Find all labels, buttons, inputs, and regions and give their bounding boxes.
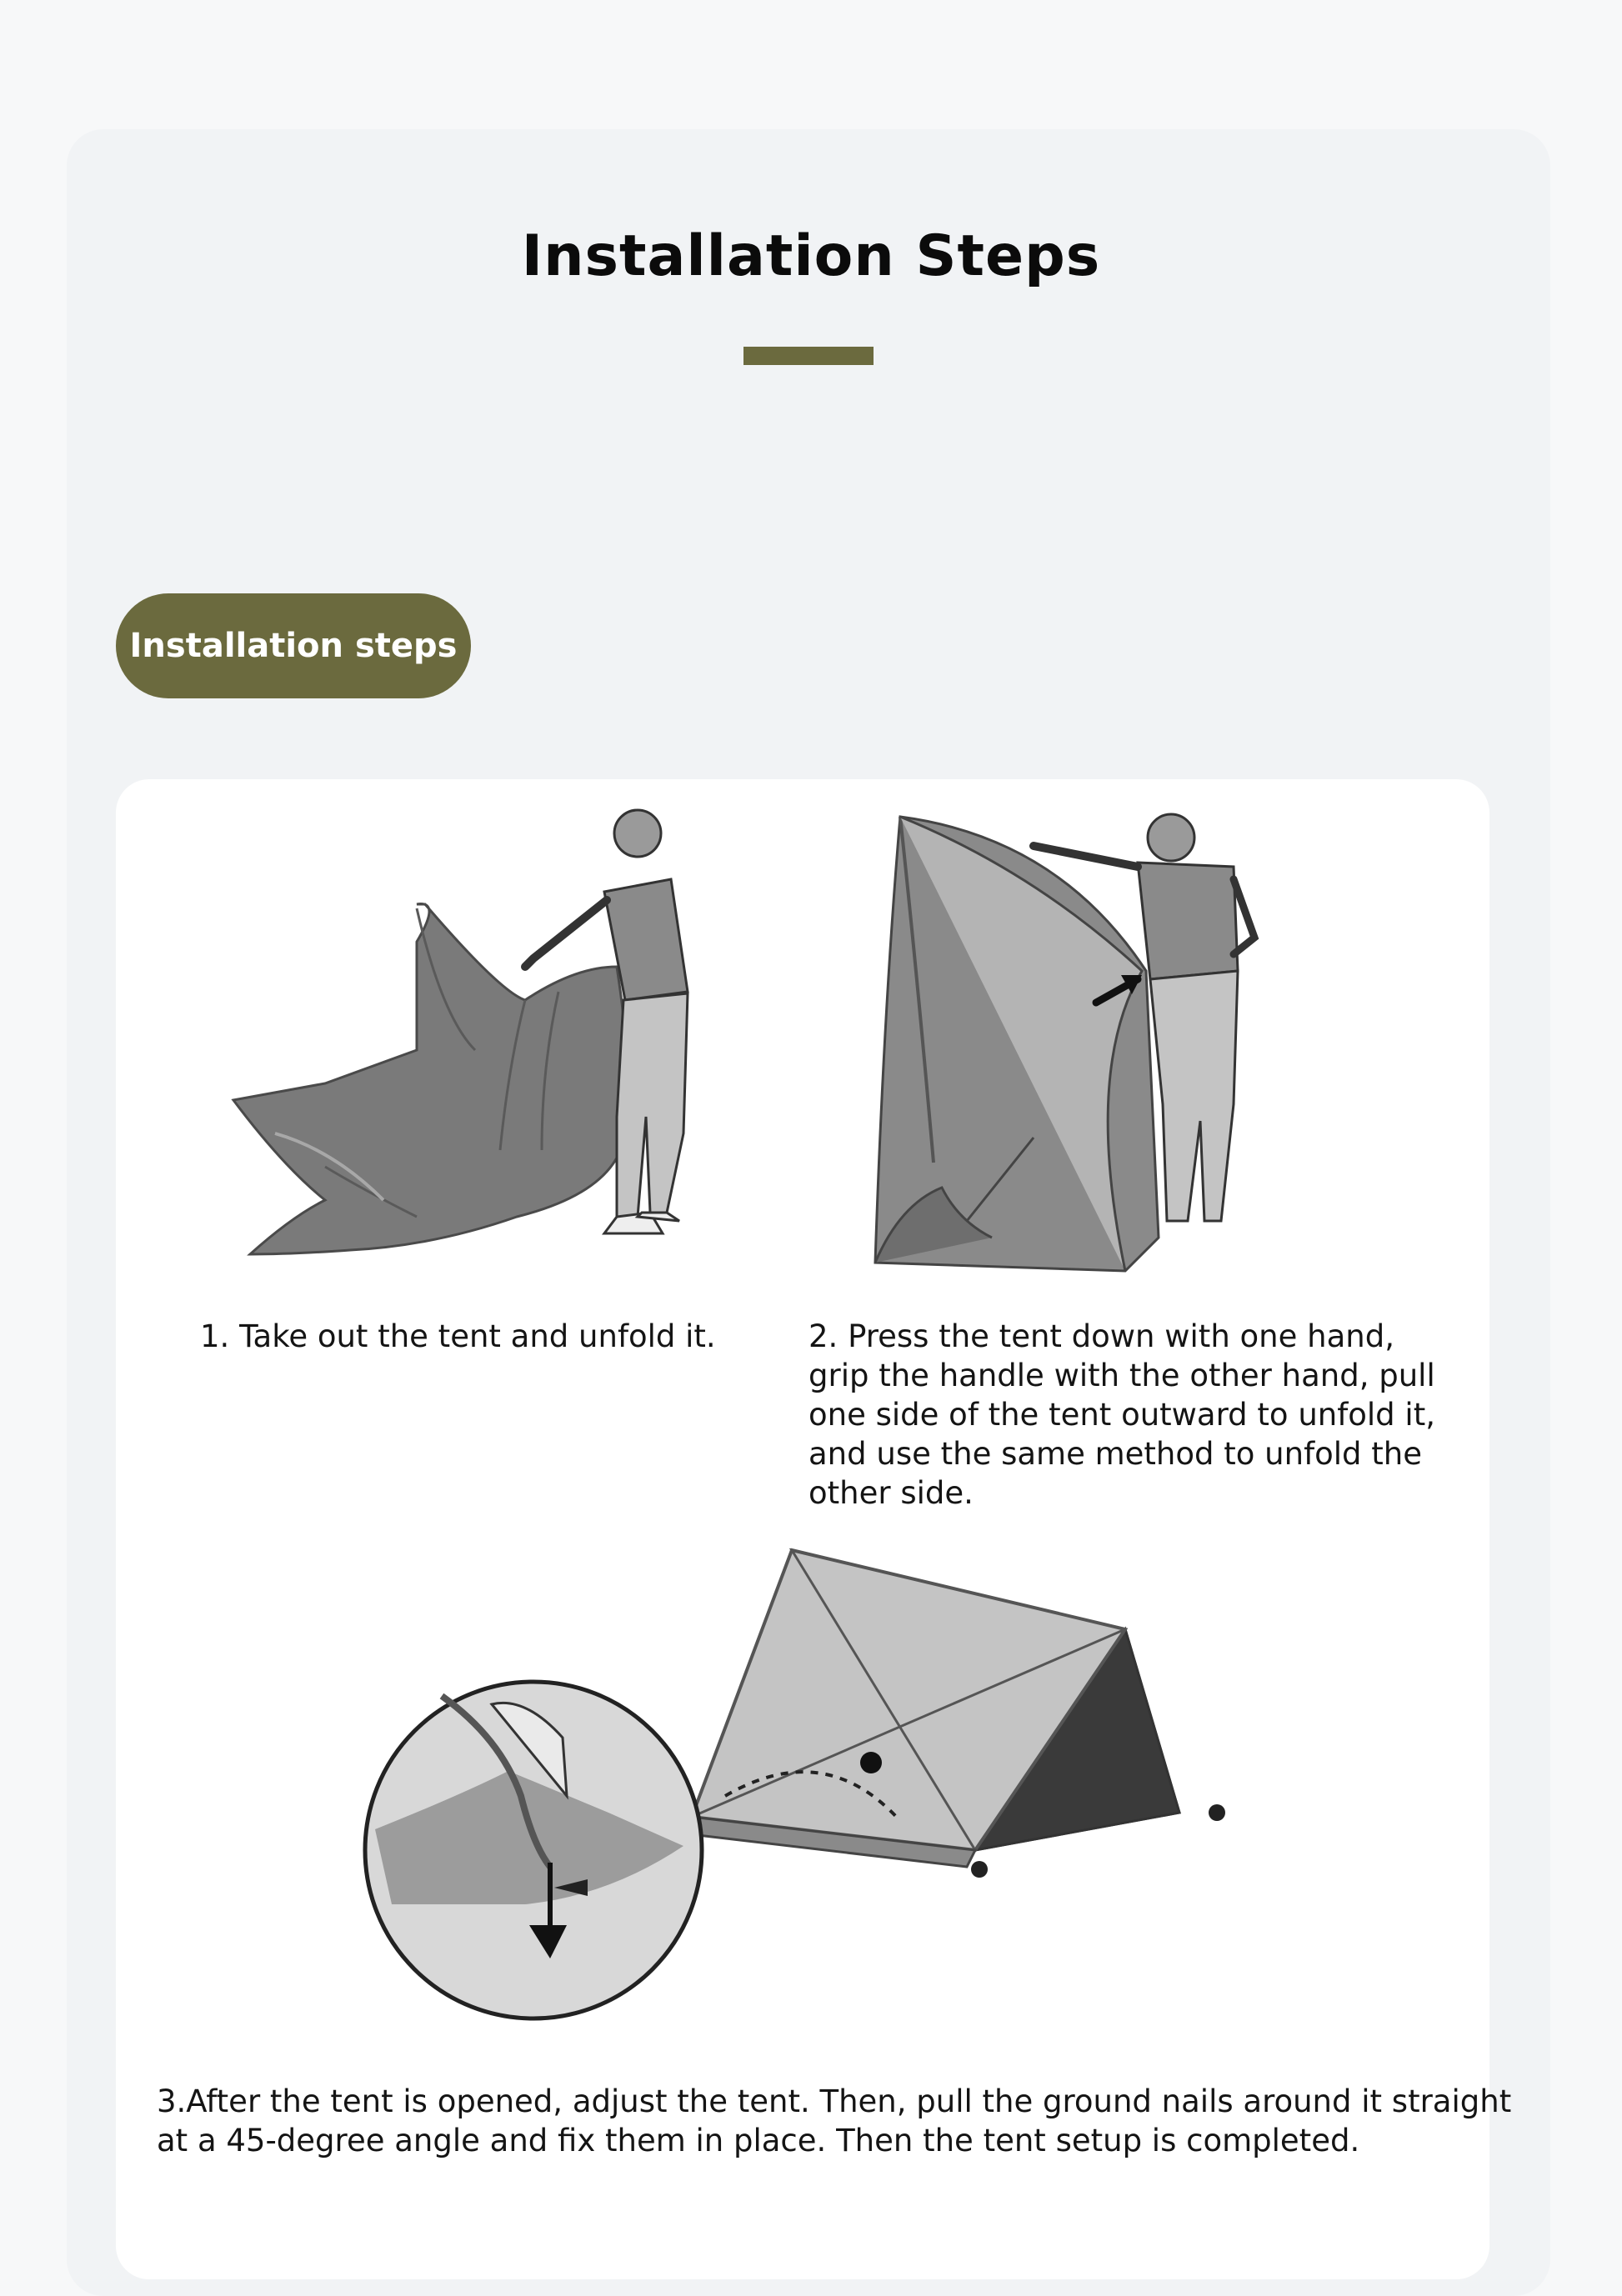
step-2-illustration [867,804,1284,1288]
title-underline [743,347,874,365]
step-3-caption: 3.After the tent is opened, adjust the tent. Then, pull the ground nails around it straight at a 45-degree angle and fix them in place. Then the tent setup is completed. [157,2083,1512,2158]
page-title: Installation Steps [521,223,1101,289]
section-pill: Installation steps [116,593,471,698]
step-1-illustration [225,800,700,1283]
step-2-caption: 2. Press the tent down with one hand, grip the handle with the other hand, pull one side of the tent outward to unfold it, and use the same method to unfold the other side. [808,1318,1435,1511]
step-3-illustration [358,1546,1259,2046]
step-1-caption: 1. Take out the tent and unfold it. [200,1318,716,1354]
